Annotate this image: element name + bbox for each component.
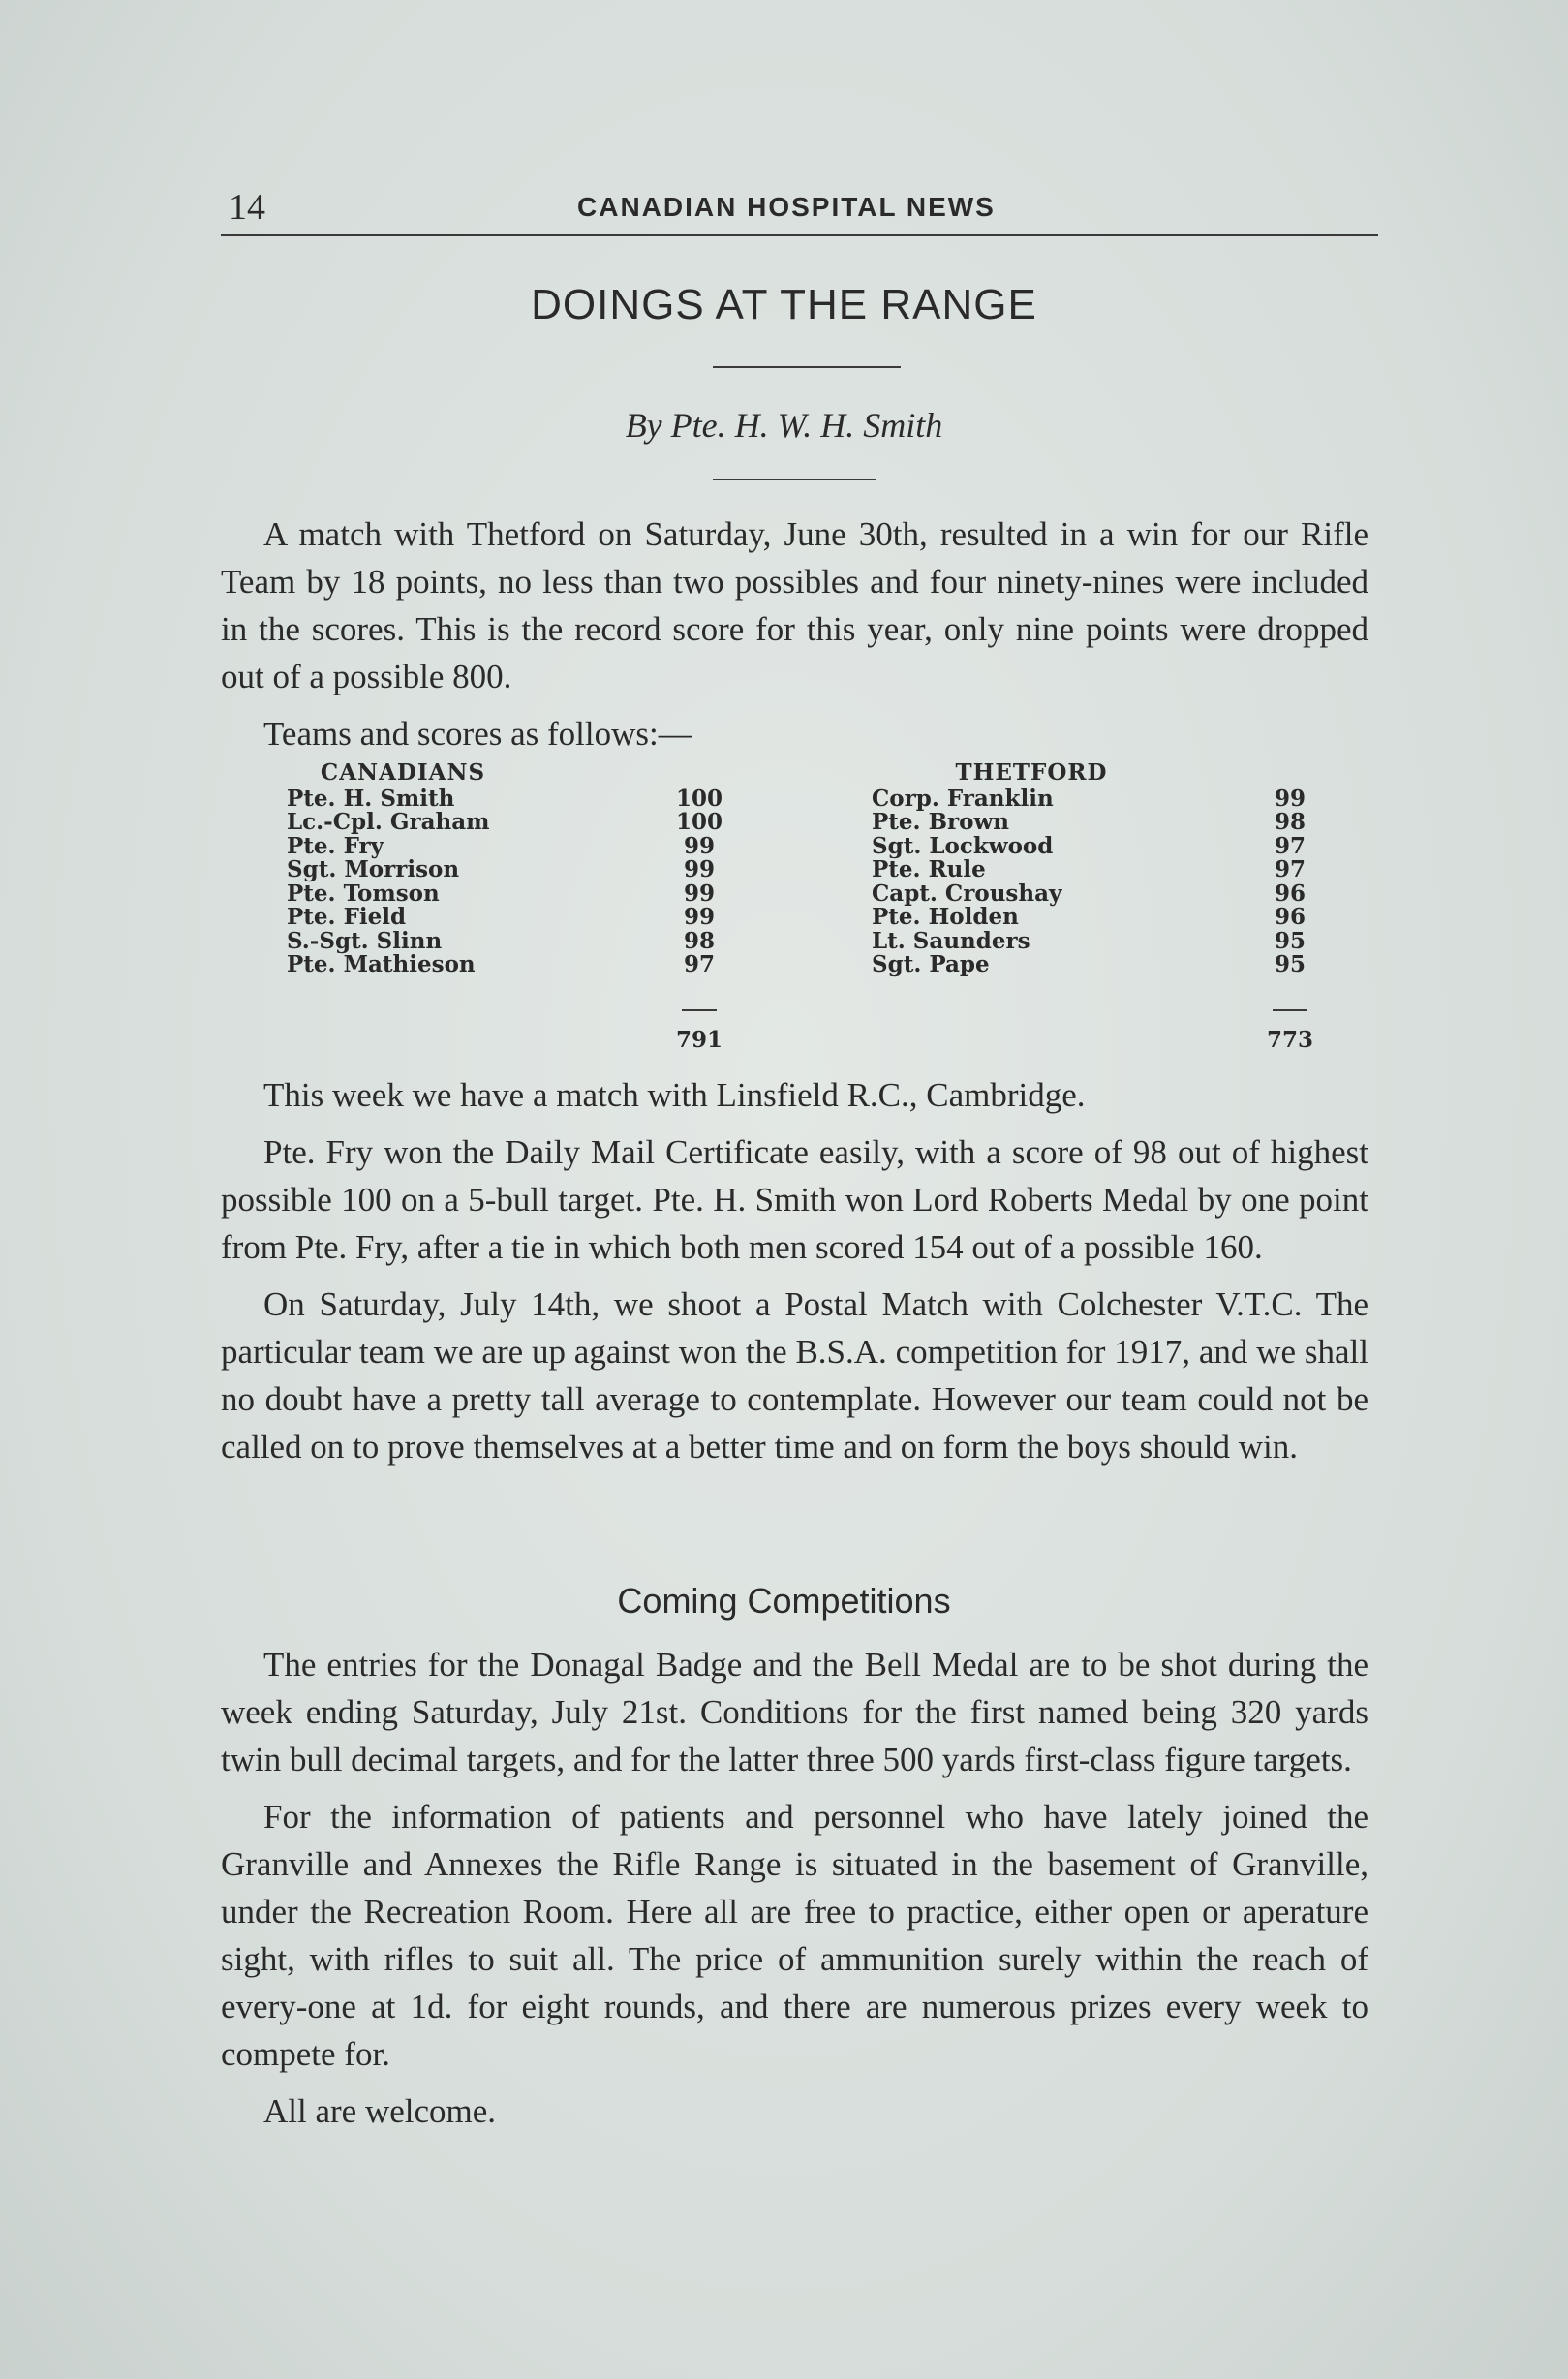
score-row	[287, 858, 742, 882]
score-row	[287, 927, 742, 954]
team-heading: THETFORD	[955, 759, 1108, 786]
team-total: 791	[675, 1027, 723, 1053]
body-paragraph: On Saturday, July 14th, we shoot a Postal Match with Colchester V.T.C. The particular team we are up against won the B.S.A. competition for 1917, and we shall no doubt have a pretty tall average to contemplate. However our team could not be called on to prove themselves at a better time and on form the boys should win.	[221, 1285, 1368, 1466]
shooter-name: Lc.-Cpl. Graham	[287, 809, 490, 835]
shooter-name: Corp. Franklin	[872, 785, 1054, 812]
shooter-score: 95	[1274, 951, 1306, 977]
score-row	[872, 906, 1327, 930]
shooter-name: Sgt. Morrison	[287, 856, 460, 882]
team-canadians	[287, 759, 742, 1053]
shooter-name: Sgt. Pape	[872, 951, 990, 977]
body-paragraph: Pte. Fry won the Daily Mail Certificate easily, with a score of 98 out of highest possible 100 on a 5-bull target. Pte. H. Smith won Lord Roberts Medal by one point from Pte. Fry, after a tie in which both men scored 154 out of a possible 160.	[221, 1133, 1368, 1266]
page-number: 14	[229, 187, 265, 228]
shooter-score: 95	[1274, 927, 1306, 954]
score-row	[872, 927, 1327, 954]
running-head: CANADIAN HOSPITAL NEWS	[577, 192, 996, 222]
score-row	[872, 858, 1327, 882]
header-rule	[221, 234, 1378, 236]
byline-divider	[713, 479, 876, 480]
body-paragraph: This week we have a match with Linsfield R.C., Cambridge.	[263, 1076, 1086, 1114]
shooter-score: 98	[1274, 809, 1306, 835]
shooter-name: Pte. Rule	[872, 856, 986, 882]
score-row	[872, 832, 1327, 859]
total-rule	[682, 1009, 717, 1011]
results-block	[221, 1071, 1368, 1480]
team-heading: CANADIANS	[320, 759, 486, 786]
page-header	[221, 186, 1378, 242]
shooter-score: 99	[683, 904, 715, 930]
article-title: DOINGS AT THE RANGE	[531, 281, 1037, 328]
shooter-score: 96	[1274, 904, 1306, 930]
score-row	[287, 785, 742, 812]
team-total: 773	[1266, 1027, 1313, 1053]
shooter-name: Pte. Tomson	[287, 880, 440, 907]
title-divider	[713, 366, 901, 368]
score-row	[287, 882, 742, 907]
shooter-name: Pte. Brown	[872, 809, 1009, 835]
score-row	[287, 811, 742, 835]
shooter-score: 97	[1274, 856, 1306, 882]
shooter-name: Capt. Croushay	[872, 880, 1062, 907]
shooter-score: 97	[1274, 832, 1306, 859]
shooter-name: S.-Sgt. Slinn	[287, 927, 443, 954]
shooter-name: Pte. H. Smith	[287, 785, 455, 812]
shooter-score: 100	[675, 809, 723, 835]
score-row	[287, 953, 742, 977]
shooter-name: Lt. Saunders	[872, 927, 1030, 954]
shooter-score: 100	[675, 785, 723, 812]
intro-paragraph: A match with Thetford on Saturday, June 30th, resulted in a win for our Rifle Team by 18 points, no less than two possibles and four ninety-nines were included in the scores. This is the record score for this year, only nine points were dropped out of a possible 800.	[221, 515, 1368, 695]
team-thetford	[872, 759, 1327, 1053]
body-paragraph: The entries for the Donagal Badge and the Bell Medal are to be shot during the week ending Saturday, July 21st. Conditions for the first named being 320 yards twin bull decimal targets, and for the latter three 500 yards first-class figure targets.	[221, 1646, 1368, 1778]
score-row	[287, 906, 742, 930]
shooter-score: 96	[1274, 880, 1306, 907]
body-paragraph: For the information of patients and personnel who have lately joined the Granville and Annexes the Rifle Range is situated in the basement of Granville, under the Recreation Room. Here all are free to practice, either open or aperature sight, with rifles to suit all. The price of ammunition surely within the reach of every-one at 1d. for eight rounds, and there are numerous prizes every week to compete for.	[221, 1798, 1368, 2073]
shooter-score: 99	[683, 832, 715, 859]
shooter-score: 99	[1274, 785, 1306, 812]
shooter-score: 97	[683, 951, 715, 977]
total-rule	[1273, 1009, 1307, 1011]
shooter-score: 99	[683, 880, 715, 907]
teams-intro: Teams and scores as follows:—	[263, 715, 692, 753]
shooter-name: Pte. Holden	[872, 904, 1019, 930]
shooter-name: Sgt. Lockwood	[872, 832, 1054, 859]
section-subhead: Coming Competitions	[617, 1581, 951, 1621]
score-row	[872, 811, 1327, 835]
intro-block	[221, 510, 1368, 767]
competitions-block	[221, 1641, 1368, 2145]
shooter-score: 99	[683, 856, 715, 882]
shooter-name: Pte. Mathieson	[287, 951, 476, 977]
shooter-name: Pte. Field	[287, 904, 407, 930]
body-paragraph: All are welcome.	[263, 2092, 497, 2130]
score-row	[872, 882, 1327, 907]
score-row	[872, 785, 1327, 812]
shooter-score: 98	[683, 927, 715, 954]
shooter-name: Pte. Fry	[287, 832, 384, 859]
score-row	[287, 832, 742, 859]
score-row	[872, 953, 1327, 977]
article-byline: By Pte. H. W. H. Smith	[625, 406, 943, 445]
